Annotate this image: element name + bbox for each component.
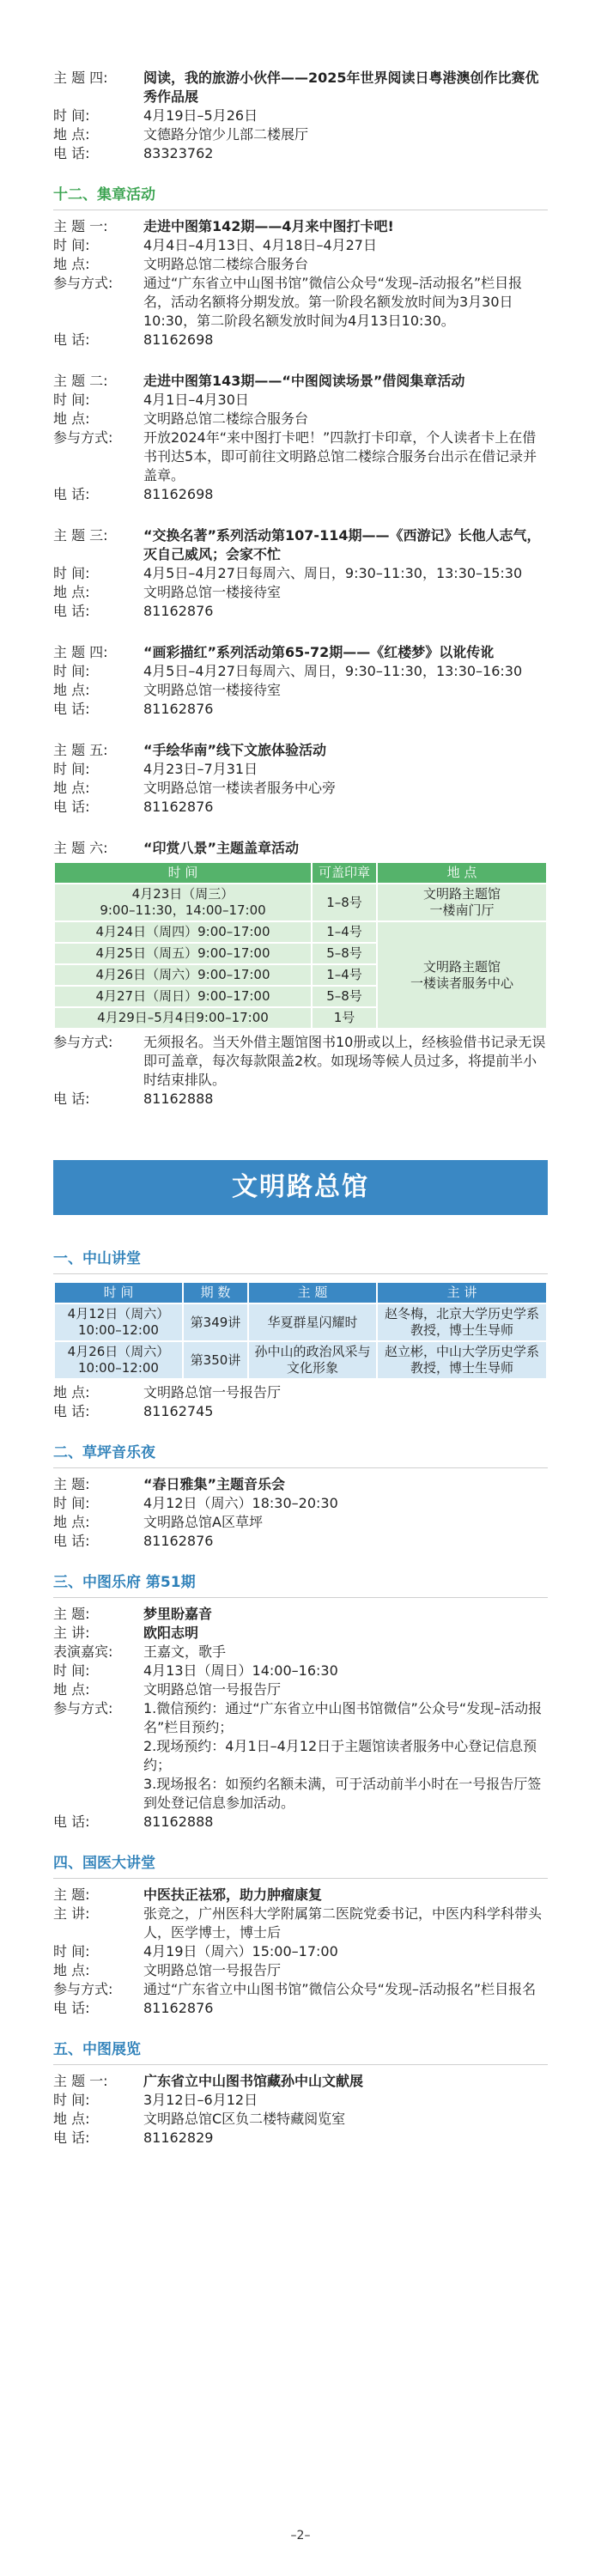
table-cell-stamp: 1号	[312, 1007, 377, 1029]
table-row	[54, 1341, 547, 1379]
time-text: 4月1日–4月30日	[143, 392, 249, 408]
place-text: 文明路总馆二楼综合服务台	[143, 256, 309, 272]
topic-label: 主 题 六:	[53, 840, 108, 856]
speaker-label: 主 讲:	[53, 1625, 90, 1641]
table-cell-time: 4月26日（周六）9:00–17:00	[54, 964, 312, 986]
phone-text: 81162876	[143, 1533, 214, 1549]
topic-text: 梦里盼嘉音	[143, 1606, 213, 1622]
topic-text: 中医扶正祛邪，助力肿瘤康复	[143, 1886, 323, 1903]
phone-label: 电 话:	[53, 2129, 90, 2146]
place-label: 地 点:	[53, 2111, 90, 2127]
section-divider	[53, 1597, 548, 1598]
table-row	[54, 1303, 547, 1341]
topic-label: 主 题 一:	[53, 2073, 108, 2089]
table-header: 主 讲	[377, 1282, 547, 1303]
phone-text: 81162745	[143, 1403, 214, 1419]
zhongshan-lecture	[53, 1281, 548, 1421]
topic-text: “手绘华南”线下文旅体验活动	[143, 742, 327, 758]
section-divider	[53, 1878, 548, 1879]
way-item: 2.现场预约：4月1日–4月12日于主题馆读者服务中心登记信息预约；	[143, 1738, 537, 1773]
table-cell-place: 文明路主题馆 一楼南门厅	[377, 884, 547, 921]
time-label: 时 间:	[53, 663, 90, 679]
topic-text: 走进中图第143期——“中图阅读场景”借阅集章活动	[143, 373, 465, 389]
phone-label: 电 话:	[53, 331, 90, 348]
table-cell-stamp: 1–4号	[312, 921, 377, 943]
topic-text: “交换名著”系列活动第107-114期——《西游记》长他人志气，灭自己威风；会家不忙	[143, 527, 541, 562]
topic-label: 主 题:	[53, 1886, 90, 1903]
time-text: 4月5日–4月27日每周六、周日，9:30–11:30，13:30–15:30	[143, 565, 523, 581]
phone-label: 电 话:	[53, 145, 90, 161]
way-item: 1.微信预约：通过“广东省立中山图书馆微信”公众号“发现–活动报名”栏目预约；	[143, 1700, 543, 1735]
place-text: 文明路总馆二楼综合服务台	[143, 410, 309, 427]
table-cell-time: 4月26日（周六） 10:00–12:00	[54, 1341, 183, 1379]
place-label: 地 点:	[53, 256, 90, 272]
stamp-activity-2	[53, 372, 548, 504]
phone-text: 81162876	[143, 701, 214, 717]
guest-text: 王嘉文，歌手	[143, 1643, 227, 1660]
place-label: 地 点:	[53, 1681, 90, 1698]
table-header: 时 间	[54, 1282, 183, 1303]
table-cell-topic: 华夏群星闪耀时	[248, 1303, 377, 1341]
table-cell-time: 4月25日（周五）9:00–17:00	[54, 943, 312, 964]
time-label: 时 间:	[53, 237, 90, 253]
time-label: 时 间:	[53, 1495, 90, 1511]
time-text: 4月4日–4月13日、4月18日–4月27日	[143, 237, 377, 253]
exhibition-entry	[53, 2072, 548, 2148]
stamp-activity-1	[53, 217, 548, 349]
topic-text: 走进中图第142期——4月来中图打卡吧!	[143, 218, 394, 234]
place-text: 文明路总馆C区负二楼特藏阅览室	[143, 2111, 346, 2127]
table-cell-time: 4月29日–5月4日9:00–17:00	[54, 1007, 312, 1029]
stamp-activity-6	[53, 839, 548, 1109]
time-label: 时 间:	[53, 761, 90, 777]
way-label: 参与方式:	[53, 1981, 113, 1997]
time-text: 4月19日（周六）15:00–17:00	[143, 1943, 338, 1959]
place-text: 文明路总馆一号报告厅	[143, 1384, 282, 1400]
topic-label: 主 题 三:	[53, 527, 108, 544]
table-cell-stamp: 5–8号	[312, 943, 377, 964]
table-header: 期 数	[183, 1282, 248, 1303]
way-text: 通过“广东省立中山图书馆”微信公众号“发现–活动报名”栏目报名	[143, 1981, 537, 1997]
time-label: 时 间:	[53, 392, 90, 408]
way-label: 参与方式:	[53, 1034, 113, 1050]
phone-label: 电 话:	[53, 1533, 90, 1549]
time-text: 4月19日–5月26日	[143, 107, 258, 124]
table-row	[54, 921, 547, 943]
topic-label: 主 题:	[53, 1476, 90, 1492]
time-label: 时 间:	[53, 1943, 90, 1959]
lecture-table	[53, 1281, 548, 1380]
table-cell-issue: 第350讲	[183, 1341, 248, 1379]
stamp-activity-3	[53, 526, 548, 621]
time-label: 时 间:	[53, 107, 90, 124]
table-cell-issue: 第349讲	[183, 1303, 248, 1341]
phone-label: 电 话:	[53, 1814, 90, 1830]
time-label: 时 间:	[53, 565, 90, 581]
topic-text: “画彩描红”系列活动第65-72期——《红楼梦》以讹传讹	[143, 644, 495, 660]
place-label: 地 点:	[53, 1962, 90, 1978]
way-text: 无须报名。当天外借主题馆图书10册或以上，经核验借书记录无误即可盖章，每次每款限盖2枚。如现场等候人员过多，将提前半小时结束排队。	[143, 1034, 546, 1088]
lawn-music-night	[53, 1475, 548, 1551]
phone-label: 电 话:	[53, 1091, 90, 1107]
stamp-schedule-table	[53, 861, 548, 1030]
section-title-exhibition: 五、中图展览	[53, 2041, 141, 2058]
table-header: 地 点	[377, 862, 547, 884]
way-text: 开放2024年“来中图打卡吧！”四款打卡印章，个人读者卡上在借书刊达5本，即可前往文明路总馆二楼综合服务台出示在借记录并盖章。	[143, 429, 537, 483]
phone-label: 电 话:	[53, 603, 90, 619]
way-label: 参与方式:	[53, 1700, 113, 1716]
place-label: 地 点:	[53, 1514, 90, 1530]
table-header: 可盖印章	[312, 862, 377, 884]
time-text: 3月12日–6月12日	[143, 2092, 258, 2108]
place-label: 地 点:	[53, 682, 90, 698]
section-title-zhongshan-lecture: 一、中山讲堂	[53, 1250, 141, 1267]
table-header: 时 间	[54, 862, 312, 884]
tcm-lecture	[53, 1886, 548, 2018]
section-title-stamp-activities: 十二、集章活动	[53, 186, 155, 204]
topic-label: 主 题 四:	[53, 70, 108, 86]
place-text: 文明路总馆一楼接待室	[143, 682, 282, 698]
table-cell-speaker: 赵冬梅，北京大学历史学系教授，博士生导师	[377, 1303, 547, 1341]
table-cell-topic: 孙中山的政治风采与文化形象	[248, 1341, 377, 1379]
table-cell-time: 4月23日（周三） 9:00–11:30，14:00–17:00	[54, 884, 312, 921]
phone-text: 81162876	[143, 603, 214, 619]
table-cell-time: 4月24日（周四）9:00–17:00	[54, 921, 312, 943]
phone-label: 电 话:	[53, 701, 90, 717]
table-cell-place: 文明路主题馆 一楼读者服务中心	[377, 921, 547, 1029]
topic-text: 广东省立中山图书馆藏孙中山文献展	[143, 2073, 364, 2089]
way-label: 参与方式:	[53, 275, 113, 291]
topic-label: 主 题 一:	[53, 218, 108, 234]
stamp-activity-5	[53, 741, 548, 817]
venue-banner: 文明路总馆	[53, 1160, 548, 1215]
phone-label: 电 话:	[53, 2000, 90, 2016]
table-cell-stamp: 5–8号	[312, 986, 377, 1007]
phone-label: 电 话:	[53, 1403, 90, 1419]
topic-label: 主 题:	[53, 1606, 90, 1622]
table-header: 主 题	[248, 1282, 377, 1303]
time-label: 时 间:	[53, 1662, 90, 1679]
topic-label: 主 题 二:	[53, 373, 108, 389]
place-label: 地 点:	[53, 410, 90, 427]
phone-text: 81162829	[143, 2129, 214, 2146]
place-label: 地 点:	[53, 1384, 90, 1400]
place-text: 文明路总馆一号报告厅	[143, 1681, 282, 1698]
table-row	[54, 884, 547, 921]
time-label: 时 间:	[53, 2092, 90, 2108]
time-text: 4月13日（周日）14:00–16:30	[143, 1662, 338, 1679]
place-label: 地 点:	[53, 126, 90, 143]
speaker-label: 主 讲:	[53, 1905, 90, 1922]
section-title-tcm-lecture: 四、国医大讲堂	[53, 1855, 155, 1872]
place-label: 地 点:	[53, 780, 90, 796]
place-text: 文德路分馆少儿部二楼展厅	[143, 126, 309, 143]
topic-text: “春日雅集”主题音乐会	[143, 1476, 286, 1492]
topic-label: 主 题 五:	[53, 742, 108, 758]
phone-text: 81162876	[143, 799, 214, 815]
yuefu-event	[53, 1605, 548, 1832]
section-divider	[53, 1467, 548, 1468]
phone-text: 81162698	[143, 331, 214, 348]
section-title-yuefu: 三、中图乐府 第51期	[53, 1574, 196, 1591]
place-text: 文明路总馆A区草坪	[143, 1514, 263, 1530]
phone-text: 81162876	[143, 2000, 214, 2016]
table-cell-time: 4月12日（周六） 10:00–12:00	[54, 1303, 183, 1341]
time-text: 4月23日–7月31日	[143, 761, 258, 777]
way-label: 参与方式:	[53, 429, 113, 446]
section-divider	[53, 1273, 548, 1274]
phone-text: 81162888	[143, 1091, 214, 1107]
guest-label: 表演嘉宾:	[53, 1643, 113, 1660]
table-header-row	[54, 862, 547, 884]
table-header-row	[54, 1282, 547, 1303]
section-divider	[53, 2064, 548, 2065]
phone-text: 83323762	[143, 145, 214, 161]
phone-label: 电 话:	[53, 799, 90, 815]
speaker-text: 欧阳志明	[143, 1625, 199, 1641]
reading-exhibition-entry	[53, 69, 548, 163]
place-text: 文明路总馆一号报告厅	[143, 1962, 282, 1978]
phone-text: 81162698	[143, 486, 214, 502]
place-label: 地 点:	[53, 584, 90, 600]
stamp-activity-4	[53, 643, 548, 719]
topic-label: 主 题 四:	[53, 644, 108, 660]
time-text: 4月5日–4月27日每周六、周日，9:30–11:30，13:30–16:30	[143, 663, 523, 679]
way-item: 3.现场报名：如预约名额未满，可于活动前半小时在一号报告厅签到处登记信息参加活动。	[143, 1776, 542, 1811]
phone-label: 电 话:	[53, 486, 90, 502]
table-cell-stamp: 1–8号	[312, 884, 377, 921]
page-number: –2–	[290, 2529, 311, 2543]
time-text: 4月12日（周六）18:30–20:30	[143, 1495, 338, 1511]
topic-text: 阅读，我的旅游小伙伴——2025年世界阅读日粤港澳创作比赛优秀作品展	[143, 70, 539, 105]
table-cell-speaker: 赵立彬，中山大学历史学系教授，博士生导师	[377, 1341, 547, 1379]
place-text: 文明路总馆一楼接待室	[143, 584, 282, 600]
topic-text: “印赏八景”主题盖章活动	[143, 840, 300, 856]
speaker-text: 张竞之，广州医科大学附属第二医院党委书记，中医内科学科带头人，医学博士，博士后	[143, 1905, 543, 1941]
section-title-lawn-music: 二、草坪音乐夜	[53, 1444, 155, 1461]
phone-text: 81162888	[143, 1814, 214, 1830]
table-cell-time: 4月27日（周日）9:00–17:00	[54, 986, 312, 1007]
table-cell-stamp: 1–4号	[312, 964, 377, 986]
way-text: 通过“广东省立中山图书馆”微信公众号“发现–活动报名”栏目报名，活动名额将分期发放。第一阶段名额发放时间为3月30日10:30，第二阶段名额发放时间为4月13日10:30。	[143, 275, 523, 329]
place-text: 文明路总馆一楼读者服务中心旁	[143, 780, 337, 796]
